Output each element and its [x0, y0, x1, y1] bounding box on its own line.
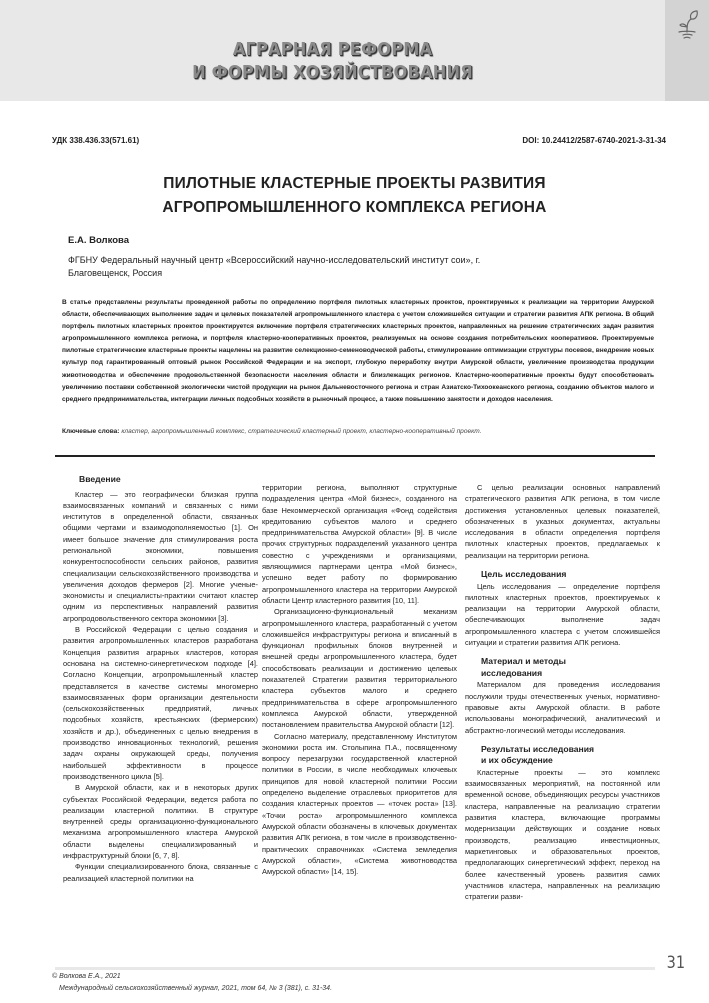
- paragraph: Цель исследования — определение портфеля пилотных кластерных проектов, проектируемых к реализации на территории Амурской области, обеспечивающих выполнение задач агропромышленного кластера с учетом сложившейся ситуации и стратегии развития АПК региона.: [465, 581, 660, 648]
- paragraph: Организационно-функциональный механизм агропромышленного кластера, разработанный с учетом сложившейся инфраструктуры региона и вписанный в функционал профильных блоков внутренней и внешней среды агропромышленного кластера, будет способствовать реализации и достижению целевых показателей Стратегии развития территориального кластера субъектов малого и среднего предпринимательства в сфере агропромышленного комплекса Амурской области, утвержденной постановлением правительства Амурской области [12].: [262, 607, 457, 730]
- paragraph: В Амурской области, как и в некоторых других субъектах Российской Федерации, ведется работа по реализации кластерной политики. В структуре внутренней среды организационно-функционального механизма агропромышленного кластера Амурской области выделены специализированный и инфраструктурный блоки [6, 7, 8].: [63, 783, 258, 860]
- section-title: [33, 38, 632, 84]
- paragraph: В Российской Федерации с целью создания и развития агропромышленных кластеров разработана Концепция развития аграрных кластеров, которая основана на системно-синергетическом подходе [4]. Согласно Концепции, агропромышленный кластер представляется в качестве системы многомерно взаимосвязанных форм организации деятельности (сельскохозяйственных предприятий, личных подсобных хозяйств, крестьянских (фермерских) хозяйств и др.), объединенных с целью внедрения в производство инновационных технологий, решения задач охраны окружающей среды, получения наибольшей эффективности в процессе производственного цикла [5].: [63, 625, 258, 781]
- page-number: 31: [666, 953, 686, 973]
- footer-divider: [55, 967, 655, 970]
- keywords-list: кластер, агропромышленный комплекс, стратегический кластерный проект, кластерно-кооперативный проект.: [121, 428, 482, 435]
- heading-goal: Цель исследования: [481, 569, 567, 580]
- section-title-line1: АГРАРНАЯ РЕФОРМА: [232, 39, 433, 60]
- section-title-line2: И ФОРМЫ ХОЗЯЙСТВОВАНИЯ: [192, 62, 473, 83]
- heading-results-line1: Результаты исследования: [481, 743, 595, 754]
- author-name: Е.А. Волкова: [68, 235, 130, 246]
- author-affiliation: ФГБНУ Федеральный научный центр «Всероссийский научно-исследовательский институт сои», г. Благовещенск, Россия: [68, 255, 481, 278]
- section-header-band: [0, 0, 709, 101]
- paragraph: Функции специализированного блока, связанные с реализацией кластерной политики на: [63, 862, 258, 883]
- copyright: © Волкова Е.А., 2021: [52, 973, 121, 980]
- paragraph: Кластерные проекты — это комплекс взаимосвязанных мероприятий, на постоянной или временной основе, объединяющих ресурсы участников кластера, направленные на реализацию стратегии развития кластера, включающие программы модернизации действующих и создание новых производств, реализацию инвестиционных, маркетинговых и образовательных проектов, предполагающих синергетический эффект, переход на более качественный уровень развития самих участников кластера, направленных на реализацию стратегии разви-: [465, 767, 660, 902]
- paragraph: Кластер — это географически близкая группа взаимосвязанных компаний и связанных с ними институтов в определенной области, связанных общими чертами и взаимодополняемостью [1]. Он имеет большое значение для стимулирования роста региональной экономики, повышения конкурентоспособности сельских районов, развития специализации сельскохозяйственного производства и увеличения доходов фермеров [2]. Многие ученые-экономисты и специалисты-практики считают кластер одним из перспективных направлений развития агропродовольственного сектора экономики [3].: [63, 489, 258, 623]
- paragraph: С целью реализации основных направлений стратегического развития АПК региона, в том числе достижения установленных целевых показателей, обозначенных в указных документах, актуальны исследования в области определения портфеля пилотных кластерных проектов, предлагаемых к реализации на территории региона.: [465, 483, 660, 560]
- udk-code: УДК 338.436.33(571.61): [52, 136, 140, 145]
- heading-results-line2: и их обсуждение: [481, 755, 553, 766]
- column-2: [262, 482, 457, 877]
- doi: DOI: 10.24412/2587-6740-2021-3-31-34: [522, 136, 666, 145]
- keywords: [62, 426, 654, 438]
- column-1: [63, 470, 258, 884]
- article-title-line2: АГРОПРОМЫШЛЕННОГО КОМПЛЕКСА РЕГИОНА: [162, 199, 547, 216]
- abstract: В статье представлены результаты проведенной работы по определению портфеля пилотных кластерных проектов, проектируемых к реализации на территории Амурской области, обеспечивающих выполнение задач и целевых показателей агропромышленного кластера с учетом сложившейся ситуации и стратегии развития АПК региона. В общий портфель пилотных кластерных проектов проектируется включение портфеля стратегических кластерных проектов, направленных на решение стратегических задач развития агропромышленного комплекса региона, и портфеля кластерно-кооперативных проектов, реализуемых на основе создания потребительских кооперативов. Проектируемые пилотные стратегические кластерные проекты нацелены на развитие селекционно-семеноводческой работы, стимулирование оптимизации структуры посевов, внедрение новых культур под гарантированный оптовый рынок Российской Федерации и на экспорт, глубокую переработку внутри Амурской области, увеличение производства продукции животноводства и обеспечение продовольственной безопасности населения области и близлежащих регионов. Кластерно-кооперативные проекты будут способствовать увеличению поставки собственной экологически чистой продукции на рынок Дальневосточного региона и стран Азиатско-Тихоокеанского региона, созданию объектов малого и среднего предпринимательства, интеграции личных подсобных хозяйств в рыночный процесс, а также повышению занятости и доходов населения.: [62, 299, 654, 403]
- abstract-divider: [55, 455, 655, 457]
- heading-methods-line1: Материал и методы: [481, 656, 566, 667]
- paragraph: Согласно материалу, представленному Институтом экономики роста им. Столыпина П.А., посвященному вопросу перезагрузки государственной кластерной политики в России, в числе необходимых ключевых принципов для новой кластерной политики России определено выделение отраслевых приоритетов для создания кластерных проектов — «точек роста» [13]. «Точки роста» агропромышленного комплекса Амурской области обозначены в ключевых документах развития АПК региона, в том числе в производственно-практических справочниках «Система земледелия Амурской области», «Система животноводства Амурской области» [14, 15].: [262, 731, 457, 877]
- journal-citation: Международный сельскохозяйственный журнал, 2021, том 64, № 3 (381), с. 31-34.: [59, 985, 333, 992]
- side-tab: [665, 0, 709, 101]
- sprout-icon: [673, 10, 701, 42]
- paragraph: Материалом для проведения исследования послужили труды отечественных ученых, нормативно-правовые акты Амурской области. В работе использованы монографический, аналитический и абстрактно-логический методы исследования.: [465, 680, 660, 735]
- paragraph: территории региона, выполняют структурные подразделения центра «Мой бизнес», созданного на базе Некоммерческой организация «Фонд содействия кредитованию субъектов малого и среднего предпринимательства Амурской области» [9]. В числе прочих структурных подразделений указанного центра совестно с учреждениями и организациями, являющимися партнерами центра «Мой бизнес», успешно ведет работу по формированию агропромышленного кластера на территории Амурской области Центр кластерного развития [10, 11].: [262, 483, 457, 605]
- column-3: [465, 482, 660, 902]
- article-title-line1: ПИЛОТНЫЕ КЛАСТЕРНЫЕ ПРОЕКТЫ РАЗВИТИЯ: [163, 175, 546, 192]
- keywords-label: Ключевые слова:: [62, 428, 120, 435]
- heading-introduction: Введение: [79, 474, 121, 484]
- article-title: [0, 172, 709, 220]
- heading-methods-line2: исследования: [481, 667, 543, 678]
